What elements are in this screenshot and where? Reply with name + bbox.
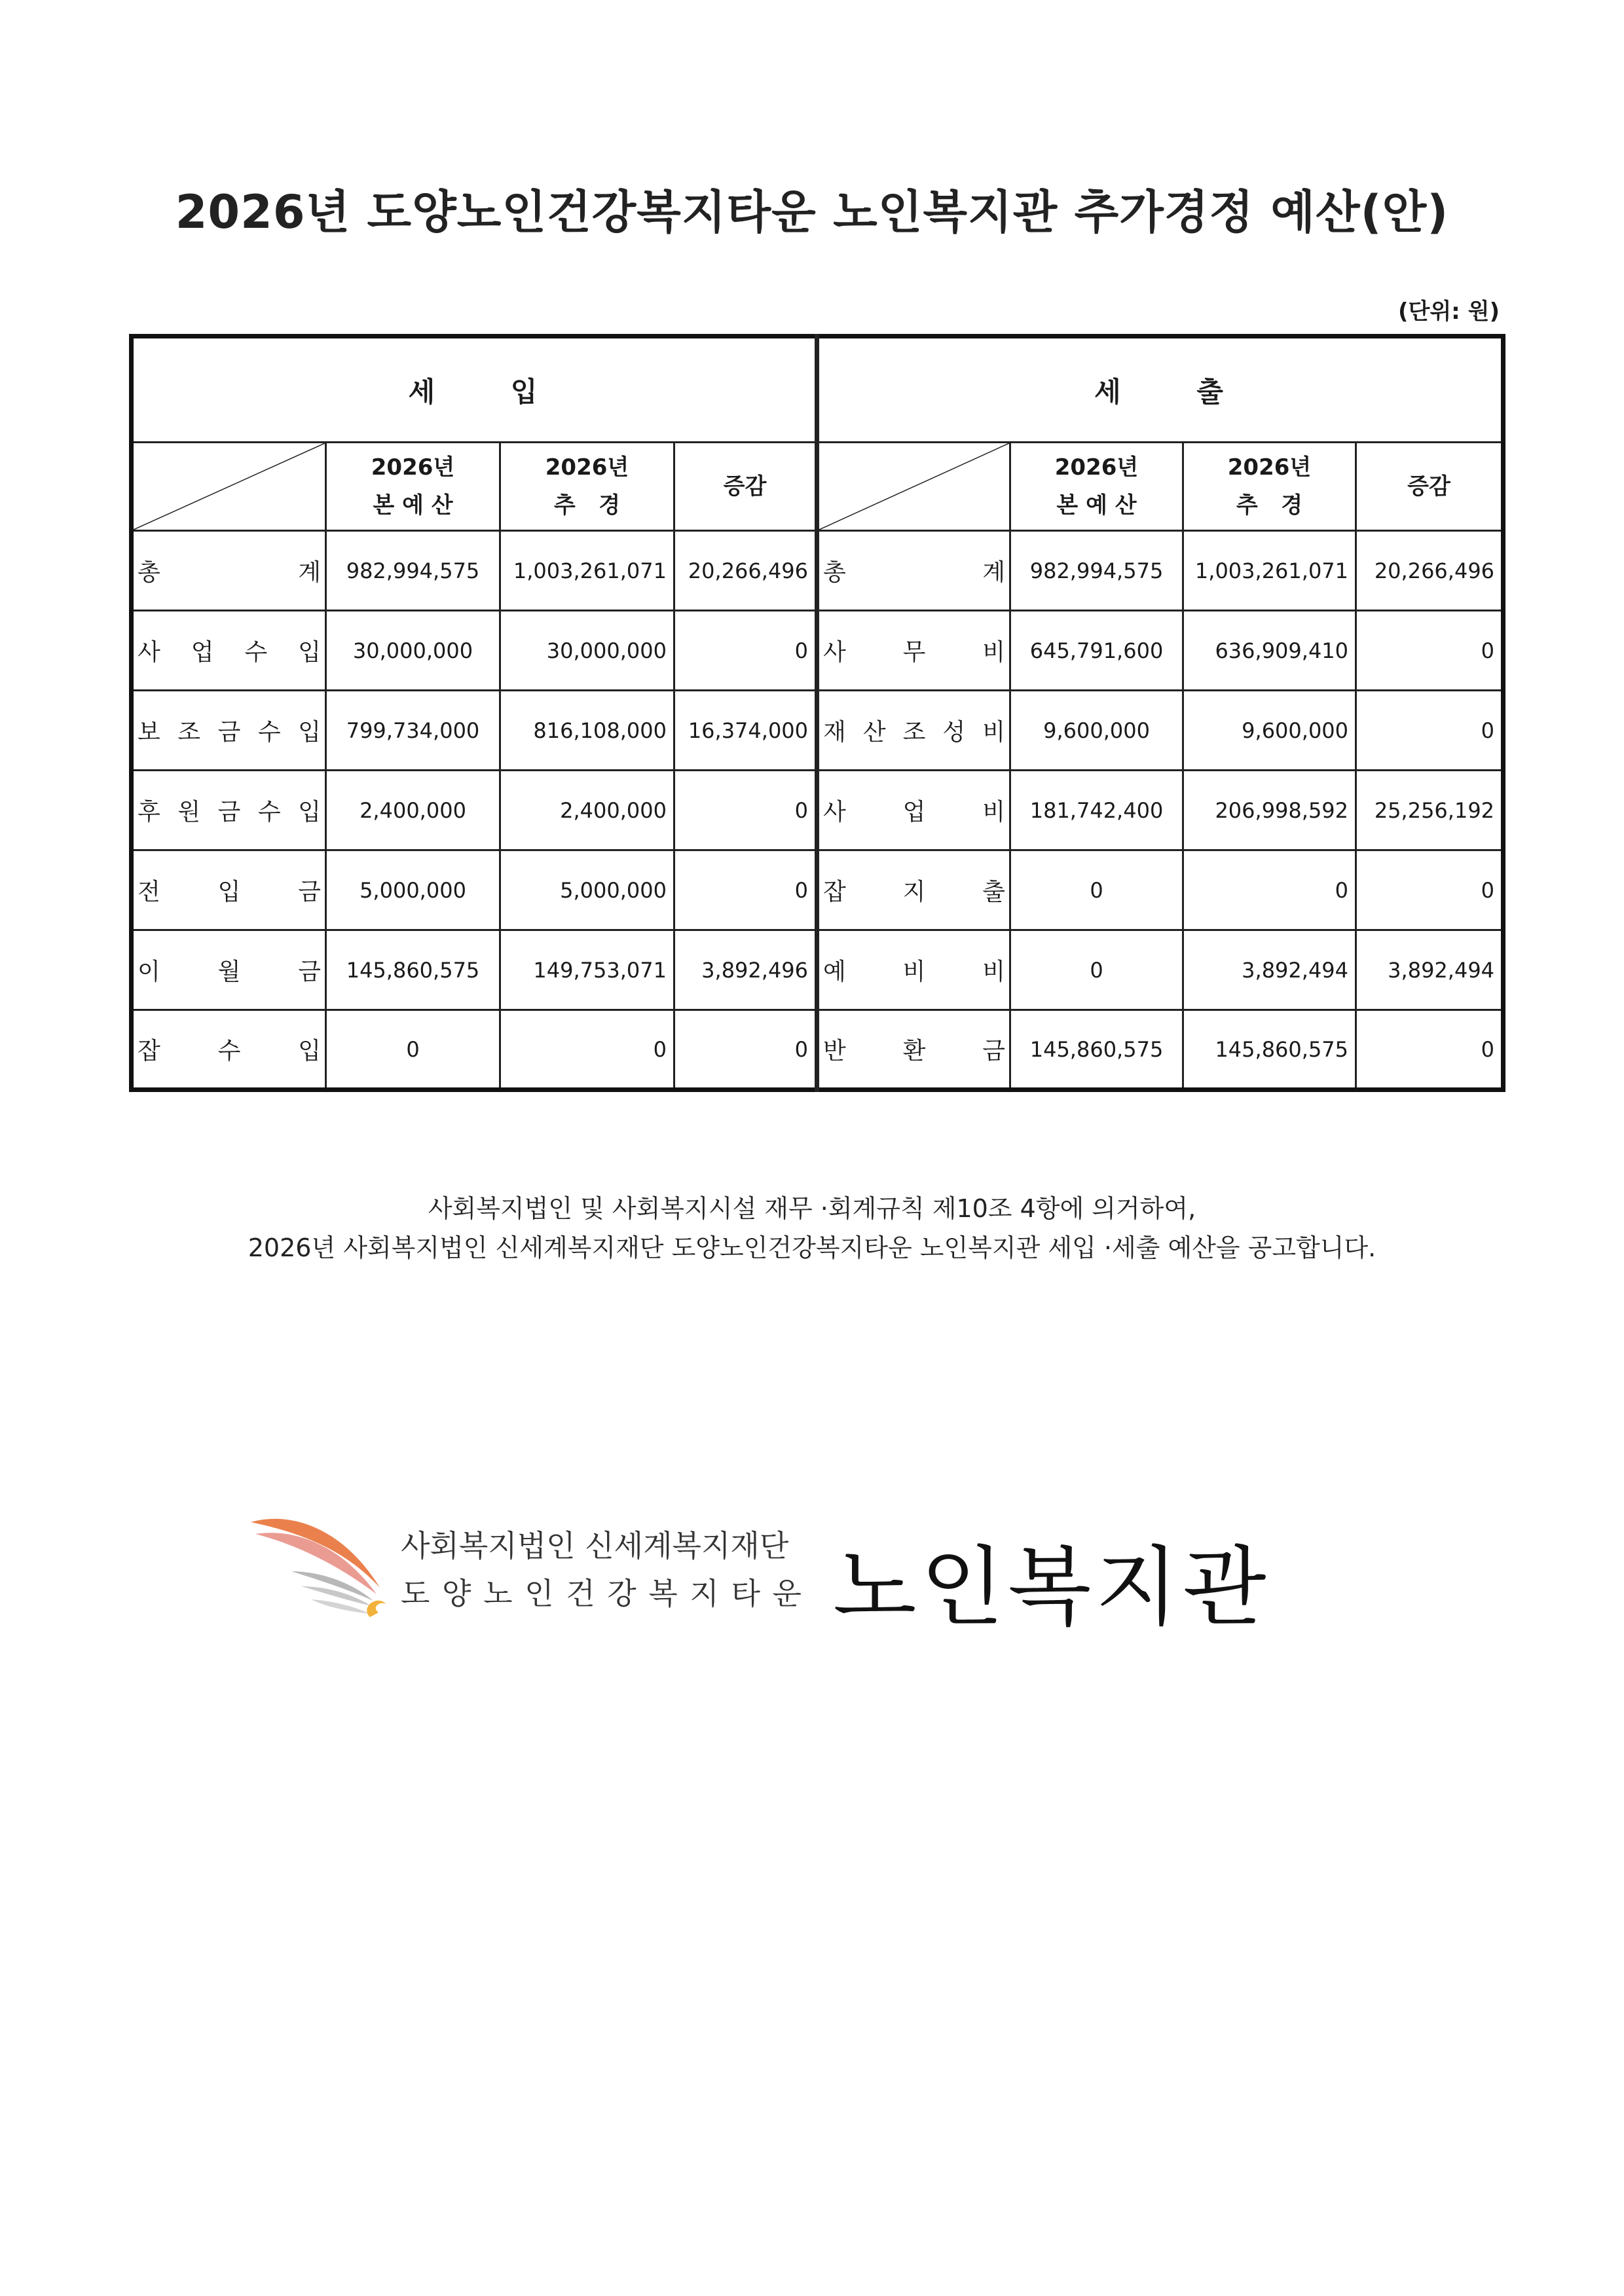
expense-label [817,771,1010,850]
label-char: 원 [177,799,201,826]
label-char: 월 [217,958,241,985]
label-char: 금 [298,958,321,985]
label-char: 반 [823,1038,846,1065]
label-char: 총 [823,559,846,586]
label-char: 사 [823,639,846,666]
label-char: 비 [902,958,926,985]
expense-col-revised: 2026년 추 경 [1183,443,1356,531]
label-char: 산 [862,719,886,746]
label-char: 출 [982,879,1006,905]
revenue-label [132,1010,326,1090]
revenue-label [132,850,326,930]
revenue-diff-value: 3,892,496 [674,930,817,1010]
label-char: 비 [982,958,1006,985]
budget-row [132,850,1504,930]
expense-label [817,930,1010,1010]
label-char: 수 [257,719,281,746]
revenue-diff-value: 20,266,496 [674,531,817,611]
revenue-label [132,531,326,611]
expense-base-value: 0 [1010,850,1183,930]
expense-revised-value: 3,892,494 [1183,930,1356,1010]
expense-corner-cell [817,443,1010,531]
revenue-base-value: 799,734,000 [326,691,500,771]
revenue-diff-value: 0 [674,771,817,850]
revenue-base-value: 0 [326,1010,500,1090]
revenue-diff-value: 0 [674,611,817,691]
expense-revised-value: 0 [1183,850,1356,930]
budget-row [132,531,1504,611]
expense-label [817,850,1010,930]
label-char: 예 [823,958,846,985]
expense-label [817,531,1010,611]
expense-base-value: 0 [1010,930,1183,1010]
page-title: 2026년 도양노인건강복지타운 노인복지관 추가경정 예산(안) [175,185,1449,239]
label-char: 이 [138,958,160,985]
revenue-section-header: 세 입 [132,337,817,443]
revenue-revised-value: 149,753,071 [500,930,674,1010]
expense-col-diff: 증감 [1356,443,1504,531]
revenue-diff-value: 16,374,000 [674,691,817,771]
expense-label [817,611,1010,691]
revenue-label [132,691,326,771]
foundation-logo-icon [246,1509,393,1620]
revenue-label [132,930,326,1010]
revenue-col-revised: 2026년 추 경 [500,443,674,531]
revenue-col-diff: 증감 [674,443,817,531]
expense-base-value: 9,600,000 [1010,691,1183,771]
expense-diff-value: 20,266,496 [1356,531,1504,611]
expense-base-value: 982,994,575 [1010,531,1183,611]
expense-diff-value: 0 [1356,691,1504,771]
expense-label [817,691,1010,771]
label-char: 수 [257,799,281,826]
budget-row [132,691,1504,771]
revenue-revised-value: 5,000,000 [500,850,674,930]
budget-table [129,334,1505,1092]
label-char: 입 [298,1038,321,1065]
revenue-revised-value: 1,003,261,071 [500,531,674,611]
revenue-label [132,611,326,691]
label-char: 업 [191,639,214,666]
label-char: 사 [823,799,846,826]
revenue-revised-value: 30,000,000 [500,611,674,691]
budget-row [132,771,1504,850]
label-char: 업 [902,799,926,826]
revenue-revised-value: 816,108,000 [500,691,674,771]
label-char: 전 [138,879,160,905]
notice-line-2: 2026년 사회복지법인 신세계복지재단 도양노인건강복지타운 노인복지관 세입 ·세출 예산을 공고합니다. [248,1233,1376,1262]
expense-revised-value: 1,003,261,071 [1183,531,1356,611]
revenue-revised-value: 0 [500,1010,674,1090]
label-char: 후 [138,799,160,826]
label-char: 환 [902,1038,926,1065]
label-char: 입 [298,799,321,826]
label-char: 입 [298,639,321,666]
expense-base-value: 181,742,400 [1010,771,1183,850]
label-char: 입 [217,879,241,905]
expense-revised-value: 636,909,410 [1183,611,1356,691]
revenue-base-value: 30,000,000 [326,611,500,691]
label-char: 보 [138,719,160,746]
label-char: 총 [138,559,160,586]
expense-diff-value: 3,892,494 [1356,930,1504,1010]
label-char: 잡 [138,1038,160,1065]
budget-row [132,1010,1504,1090]
label-char: 조 [902,719,926,746]
label-char: 성 [942,719,966,746]
revenue-base-value: 145,860,575 [326,930,500,1010]
logo-center-name: 노인복지관 [833,1537,1270,1638]
label-char: 계 [982,559,1006,586]
label-char: 비 [982,719,1005,746]
expense-section-header: 세 출 [817,337,1504,443]
expense-revised-value: 206,998,592 [1183,771,1356,850]
label-char: 잡 [823,879,846,905]
label-char: 지 [902,879,926,905]
expense-label [817,1010,1010,1090]
label-char: 금 [982,1038,1006,1065]
expense-diff-value: 0 [1356,1010,1504,1090]
revenue-revised-value: 2,400,000 [500,771,674,850]
expense-col-base: 2026년 본 예 산 [1010,443,1183,531]
revenue-base-value: 982,994,575 [326,531,500,611]
logo-foundation-name: 사회복지법인 신세계복지재단 [401,1528,789,1563]
expense-base-value: 645,791,600 [1010,611,1183,691]
notice-line-1: 사회복지법인 및 사회복지시설 재무 ·회계규칙 제10조 4항에 의거하여, [428,1194,1196,1223]
label-char: 금 [298,879,321,905]
expense-revised-value: 9,600,000 [1183,691,1356,771]
expense-diff-value: 0 [1356,850,1504,930]
label-char: 금 [217,719,241,746]
expense-revised-value: 145,860,575 [1183,1010,1356,1090]
revenue-diff-value: 0 [674,850,817,930]
label-char: 계 [298,559,321,586]
logo-town-name: 도 양 노 인 건 강 복 지 타 운 [401,1576,803,1611]
expense-diff-value: 0 [1356,611,1504,691]
revenue-corner-cell [132,443,326,531]
label-char: 입 [298,719,321,746]
label-char: 비 [982,799,1006,826]
revenue-label [132,771,326,850]
expense-diff-value: 25,256,192 [1356,771,1504,850]
budget-row [132,611,1504,691]
revenue-col-base: 2026년 본 예 산 [326,443,500,531]
revenue-base-value: 5,000,000 [326,850,500,930]
label-char: 재 [823,719,846,746]
label-char: 수 [217,1038,241,1065]
budget-row [132,930,1504,1010]
revenue-base-value: 2,400,000 [326,771,500,850]
label-char: 수 [244,639,268,666]
label-char: 조 [177,719,201,746]
revenue-diff-value: 0 [674,1010,817,1090]
unit-label: (단위: 원) [1397,299,1500,325]
label-char: 비 [982,639,1006,666]
label-char: 금 [217,799,241,826]
expense-base-value: 145,860,575 [1010,1010,1183,1090]
label-char: 사 [138,639,160,666]
label-char: 무 [902,639,926,666]
